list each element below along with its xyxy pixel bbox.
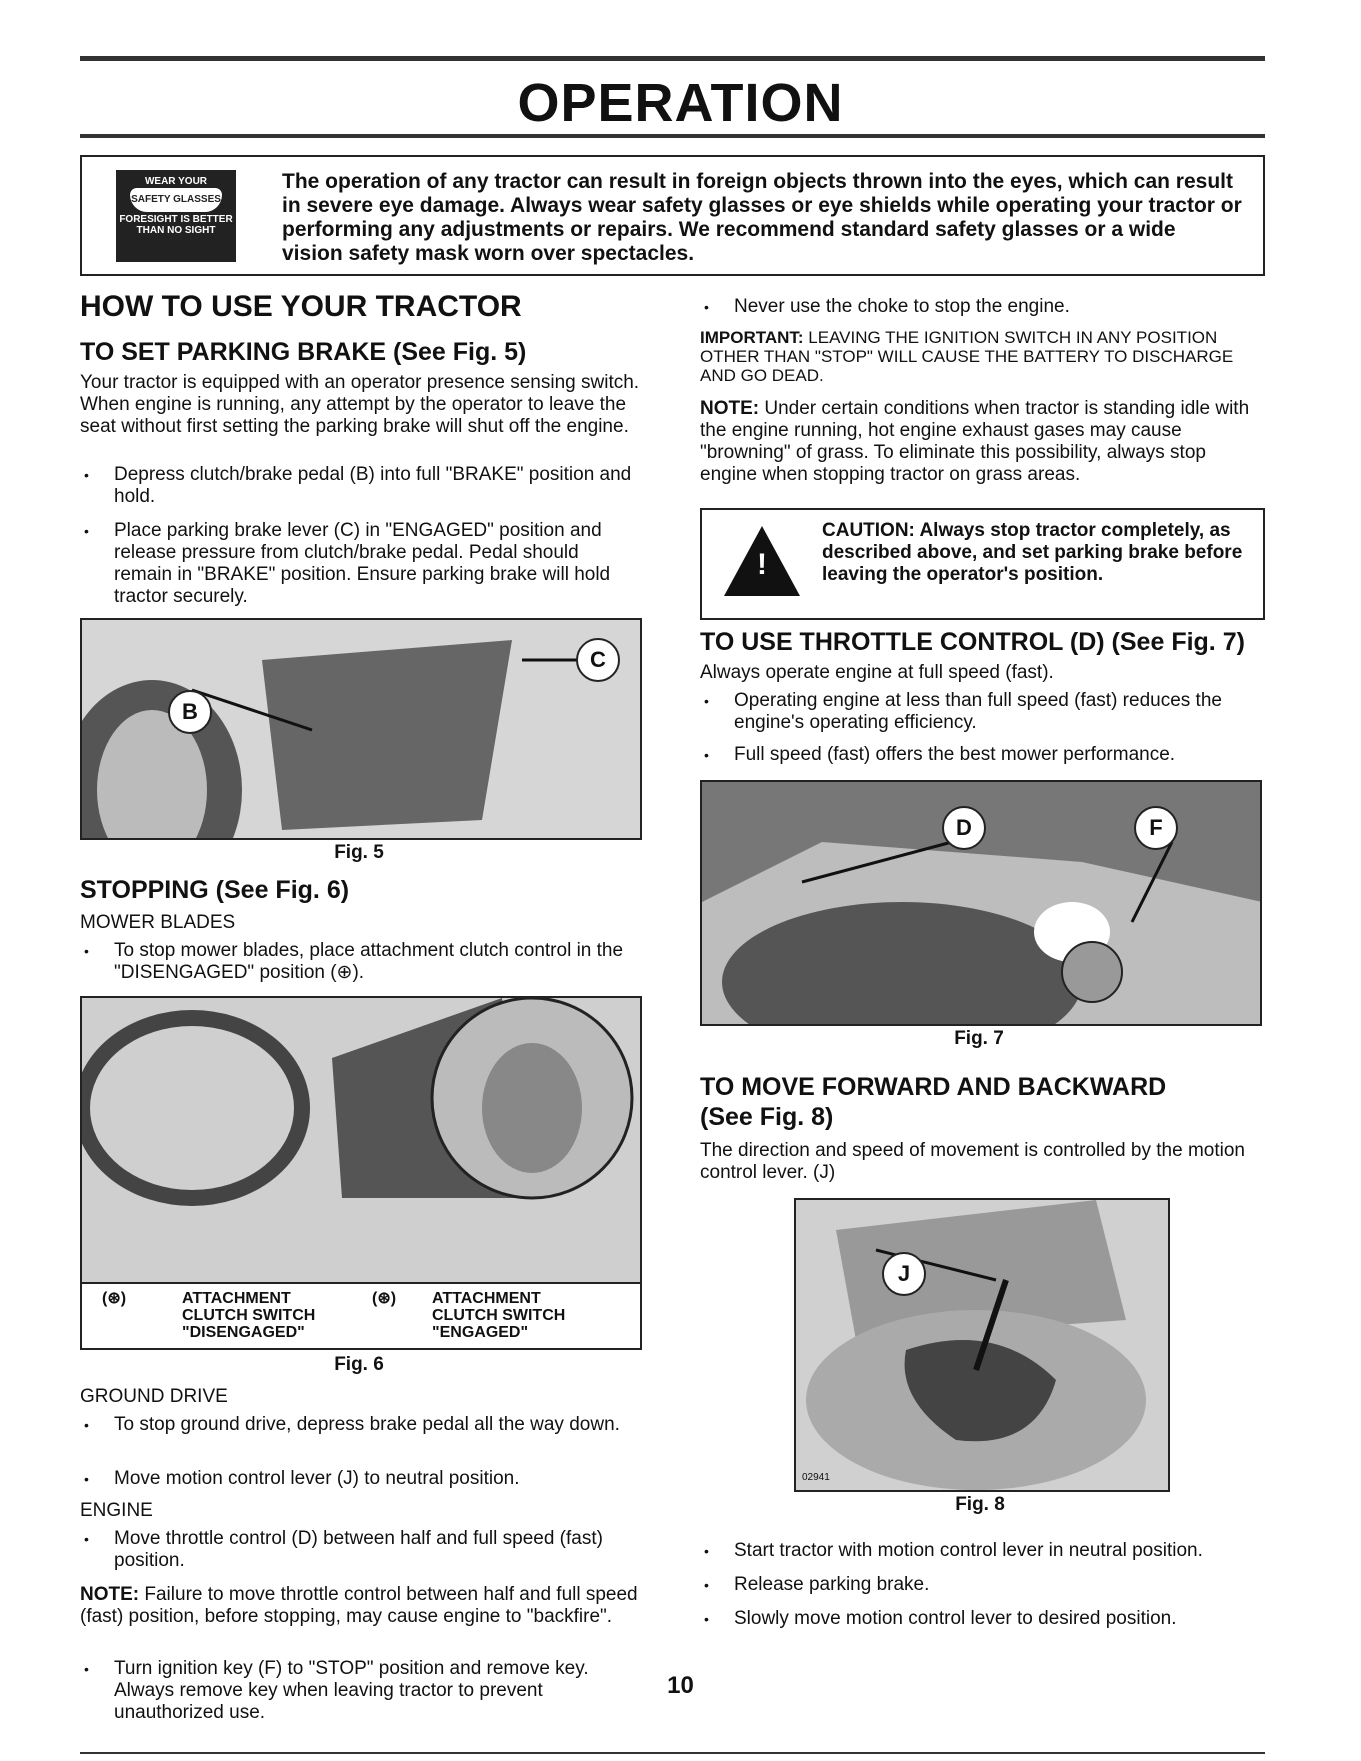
heading-parking-brake: TO SET PARKING BRAKE (See Fig. 5) bbox=[80, 338, 527, 366]
clutch-disengaged-icon: (⊛) bbox=[102, 1290, 127, 1307]
callout-c: C bbox=[576, 638, 620, 682]
heading-throttle: TO USE THROTTLE CONTROL (D) (See Fig. 7) bbox=[700, 628, 1245, 656]
callout-j: J bbox=[882, 1252, 926, 1296]
throttle-bullet-2: • Full speed (fast) offers the best mower performance. bbox=[700, 744, 1260, 766]
icon-text-line2: SAFETY GLASSES bbox=[130, 188, 222, 212]
legend2-line1: ATTACHMENT bbox=[432, 1290, 541, 1307]
heading-stopping: STOPPING (See Fig. 6) bbox=[80, 876, 350, 904]
legend2-line2: CLUTCH SWITCH bbox=[432, 1307, 566, 1324]
engine-bullet-1: • Move throttle control (D) between half and full speed (fast) position. bbox=[80, 1528, 640, 1572]
caution-box bbox=[700, 508, 1265, 620]
sub-mower-blades: MOWER BLADES bbox=[80, 912, 236, 933]
important-label: IMPORTANT: bbox=[700, 328, 804, 347]
page-number: 10 bbox=[667, 1672, 694, 1699]
caution-text: CAUTION: Always stop tractor completely, as described above, and set parking brake before leaving the operator's position. bbox=[822, 520, 1243, 585]
move-bullet-1: • Start tractor with motion control lever in neutral position. bbox=[700, 1540, 1294, 1562]
heading-move: TO MOVE FORWARD AND BACKWARD (See Fig. 8) bbox=[700, 1073, 1167, 1131]
browning-note bbox=[700, 398, 1260, 486]
parking-bullet-2: • Place parking brake lever (C) in "ENGAGED" position and release pressure from clutch/brake pedal. Pedal should remain in "BRAKE" position. Ensure parking brake will hold tractor securely. bbox=[80, 520, 640, 608]
ground-bullet-1: • To stop ground drive, depress brake pedal all the way down. bbox=[80, 1414, 640, 1436]
figure-7-image bbox=[700, 780, 1262, 1026]
fig5-illustration bbox=[82, 620, 640, 838]
legend2-line3: "ENGAGED" bbox=[432, 1324, 529, 1341]
page-title: OPERATION bbox=[517, 73, 844, 133]
warning-triangle-icon: ! bbox=[724, 526, 800, 596]
engine-bullet-2: • Turn ignition key (F) to "STOP" position and remove key. Always remove key when leaving tractor to prevent unauthorized use. bbox=[80, 1658, 640, 1724]
title-rule bbox=[80, 134, 1265, 138]
legend1-line1: ATTACHMENT bbox=[182, 1290, 291, 1307]
browning-note-label: NOTE: bbox=[700, 398, 760, 419]
safety-warning-box bbox=[80, 155, 1265, 276]
bottom-rule bbox=[80, 1752, 1265, 1754]
important-text: LEAVING THE IGNITION SWITCH IN ANY POSITION OTHER THAN "STOP" WILL CAUSE THE BATTERY TO DISCHARGE AND GO DEAD. bbox=[700, 328, 1234, 385]
top-rule bbox=[80, 56, 1265, 61]
browning-note-text: Under certain conditions when tractor is standing idle with the engine running, hot engine exhaust gases may cause "browning" of grass. To eliminate this possibility, always stop engine when stopping tractor on grass areas. bbox=[700, 398, 1250, 485]
fig8-illustration bbox=[796, 1200, 1168, 1490]
move-bullet-2: • Release parking brake. bbox=[700, 1574, 1294, 1596]
move-bullet-3: • Slowly move motion control lever to desired position. bbox=[700, 1608, 1294, 1630]
parking-bullet-1: • Depress clutch/brake pedal (B) into full "BRAKE" position and hold. bbox=[80, 464, 640, 508]
note-label: NOTE: bbox=[80, 1584, 140, 1605]
fig5-caption: Fig. 5 bbox=[334, 842, 384, 863]
clutch-engaged-icon: (⊛) bbox=[372, 1290, 397, 1307]
legend-disengaged bbox=[102, 1290, 316, 1341]
important-note bbox=[700, 328, 1260, 385]
fig8-caption: Fig. 8 bbox=[955, 1494, 1005, 1515]
legend1-line3: "DISENGAGED" bbox=[182, 1324, 305, 1341]
callout-b: B bbox=[168, 690, 212, 734]
section-heading-how-to-use: HOW TO USE YOUR TRACTOR bbox=[80, 290, 522, 323]
move-intro: The direction and speed of movement is controlled by the motion control lever. (J) bbox=[700, 1140, 1245, 1183]
blades-bullet: • To stop mower blades, place attachment clutch control in the "DISENGAGED" position (⊕). bbox=[80, 940, 640, 984]
safety-warning-text: The operation of any tractor can result in foreign objects thrown into the eyes, which can result in severe eye damage. Always wear safety glasses or eye shields while operating your tractor or performing any adjustments or repairs. We recommend standard safety glasses or a wide vision safety mask worn over spectacles. bbox=[282, 170, 1242, 265]
ground-bullet-2: • Move motion control lever (J) to neutral position. bbox=[80, 1468, 640, 1490]
fig7-caption: Fig. 7 bbox=[954, 1028, 1004, 1049]
throttle-intro: Always operate engine at full speed (fast). bbox=[700, 662, 1054, 683]
figure-5-image bbox=[80, 618, 642, 840]
callout-f: F bbox=[1134, 806, 1178, 850]
callout-d: D bbox=[942, 806, 986, 850]
fig6-legend bbox=[82, 1282, 640, 1350]
sub-engine: ENGINE bbox=[80, 1500, 153, 1521]
fig8-code: 02941 bbox=[802, 1472, 830, 1483]
fig6-illustration bbox=[82, 998, 640, 1282]
icon-text-line1: WEAR YOUR bbox=[144, 176, 208, 187]
throttle-bullet-1: • Operating engine at less than full speed (fast) reduces the engine's operating efficiency. bbox=[700, 690, 1260, 734]
engine-note bbox=[80, 1584, 640, 1628]
legend-engaged bbox=[372, 1290, 566, 1341]
legend1-line2: CLUTCH SWITCH bbox=[182, 1307, 316, 1324]
parking-intro: Your tractor is equipped with an operator presence sensing switch. When engine is running, any attempt by the operator to leave the seat without first setting the parking brake will shut off the engine. bbox=[80, 372, 640, 437]
figure-8-image bbox=[794, 1198, 1170, 1492]
icon-text-line3: FORESIGHT IS BETTER THAN NO SIGHT bbox=[119, 214, 233, 236]
figure-6-image bbox=[80, 996, 642, 1350]
fig6-caption: Fig. 6 bbox=[334, 1354, 384, 1375]
sub-ground-drive: GROUND DRIVE bbox=[80, 1386, 228, 1407]
note-text: Failure to move throttle control between half and full speed (fast) position, before stopping, may cause engine to "backfire". bbox=[80, 1584, 638, 1627]
safety-glasses-icon bbox=[116, 170, 236, 262]
choke-bullet: • Never use the choke to stop the engine. bbox=[700, 296, 1260, 318]
